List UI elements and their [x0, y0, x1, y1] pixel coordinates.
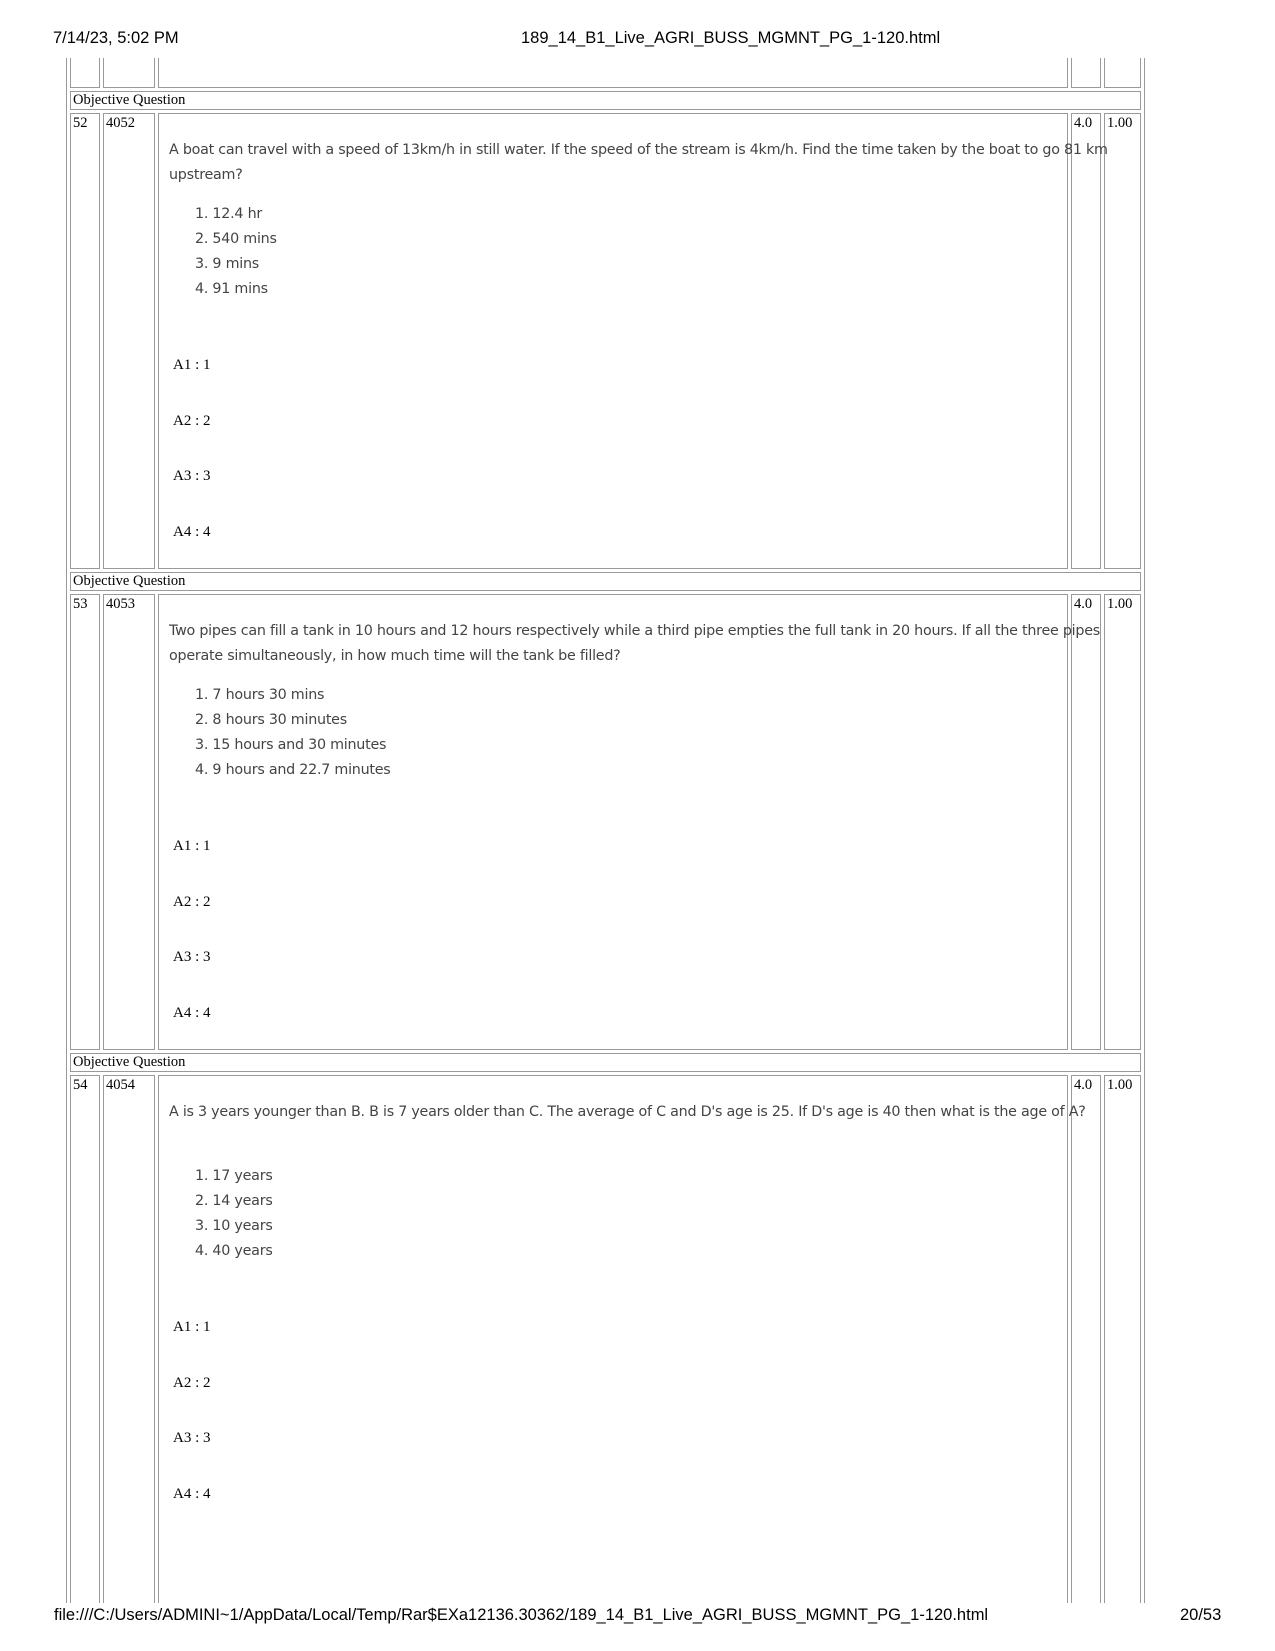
options-list [180, 1164, 273, 1264]
prev-row-qid-cell [103, 58, 155, 88]
section-header-row [70, 1053, 1141, 1072]
print-doc-title: 189_14_B1_Live_AGRI_BUSS_MGMNT_PG_1-120.html [521, 29, 941, 47]
question-body-cell [158, 1075, 1068, 1603]
section-header-row [70, 91, 1141, 110]
option-item: 2. 540 mins [195, 231, 277, 247]
question-text: Two pipes can fill a tank in 10 hours and 12 hours respectively while a third pipe empties the full tank in 20 hours. If all the three pipes operate simultaneously, in how much time will the tank be filled? [169, 623, 1100, 664]
answer-line: A2 : 2 [173, 894, 211, 910]
answer-line: A3 : 3 [173, 468, 211, 484]
section-label: Objective Question [73, 1054, 186, 1070]
qid-cell [103, 594, 155, 1050]
option-item: 1. 12.4 hr [195, 206, 263, 222]
question-id: 4052 [106, 115, 135, 131]
question-id: 4054 [106, 1077, 135, 1093]
prev-row-neg-cell [1104, 58, 1141, 88]
option-item: 3. 15 hours and 30 minutes [195, 737, 387, 753]
option-item: 4. 91 mins [195, 281, 268, 297]
question-serial-number: 53 [73, 596, 88, 612]
qid-cell [103, 1075, 155, 1603]
marks-cell [1071, 1075, 1101, 1603]
answer-line: A4 : 4 [173, 524, 211, 540]
qid-cell [103, 113, 155, 569]
print-datetime: 7/14/23, 5:02 PM [53, 29, 179, 47]
answer-line: A3 : 3 [173, 1430, 211, 1446]
question-text: A is 3 years younger than B. B is 7 years older than C. The average of C and D's age is 25. If D's age is 40 then what is the age of A? [169, 1104, 1086, 1120]
answer-line: A2 : 2 [173, 413, 211, 429]
print-file-path: file:///C:/Users/ADMINI~1/AppData/Local/Temp/Rar$EXa12136.30362/189_14_B1_Live_AGRI_BUSS_MGMNT_PG_1-120.html [54, 1606, 989, 1624]
options-list [180, 683, 391, 783]
sno-cell [70, 594, 100, 1050]
answer-line: A1 : 1 [173, 838, 211, 854]
section-label: Objective Question [73, 92, 186, 108]
sno-cell [70, 1075, 100, 1603]
option-item: 3. 9 mins [195, 256, 259, 272]
option-item: 1. 17 years [195, 1168, 273, 1184]
options-list [180, 202, 277, 302]
answer-line: A2 : 2 [173, 1375, 211, 1391]
print-page-indicator: 20/53 [1180, 1606, 1222, 1624]
answer-line: A3 : 3 [173, 949, 211, 965]
prev-row-marks-cell [1071, 58, 1101, 88]
section-header-row [70, 572, 1141, 591]
answer-line: A4 : 4 [173, 1005, 211, 1021]
option-item: 4. 9 hours and 22.7 minutes [195, 762, 391, 778]
question-marks: 4.0 [1074, 1077, 1093, 1093]
option-item: 1. 7 hours 30 mins [195, 687, 325, 703]
question-serial-number: 54 [73, 1077, 88, 1093]
answer-line: A1 : 1 [173, 1319, 211, 1335]
question-marks: 4.0 [1074, 115, 1093, 131]
question-negative-marks: 1.00 [1107, 1077, 1133, 1093]
option-item: 2. 14 years [195, 1193, 273, 1209]
question-serial-number: 52 [73, 115, 88, 131]
prev-row-sno-cell [70, 58, 100, 88]
section-label: Objective Question [73, 573, 186, 589]
negative-marks-cell [1104, 1075, 1141, 1603]
question-negative-marks: 1.00 [1107, 596, 1133, 612]
prev-row-body-cell [158, 58, 1068, 88]
answer-line: A1 : 1 [173, 357, 211, 373]
option-item: 4. 40 years [195, 1243, 273, 1259]
question-negative-marks: 1.00 [1107, 115, 1133, 131]
question-id: 4053 [106, 596, 135, 612]
answer-line: A4 : 4 [173, 1486, 211, 1502]
option-item: 2. 8 hours 30 minutes [195, 712, 347, 728]
option-item: 3. 10 years [195, 1218, 273, 1234]
question-text: A boat can travel with a speed of 13km/h in still water. If the speed of the stream is 4km/h. Find the time taken by the boat to go 81 km upstream? [169, 142, 1108, 183]
question-marks: 4.0 [1074, 596, 1093, 612]
sno-cell [70, 113, 100, 569]
